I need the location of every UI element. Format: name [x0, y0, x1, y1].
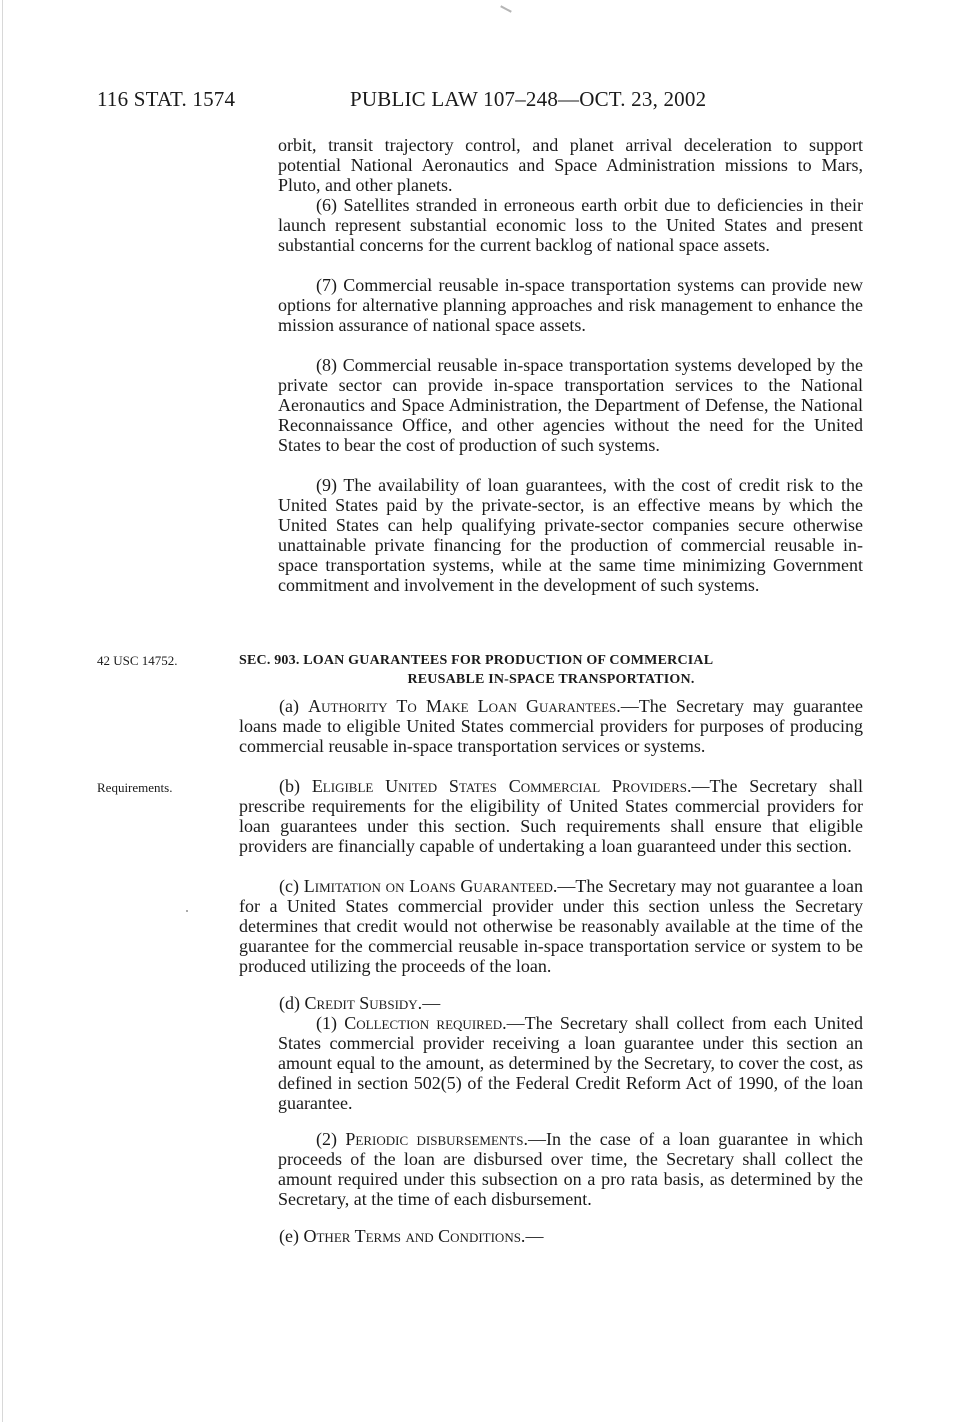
subsection-e-number: (e)	[279, 1226, 299, 1246]
paragraph-d2-text: —In the case of a loan guarantee in which proceeds of the loan are disbursed over time, the Secretary shall collect the amount required under this subsection on a pro rata basis, as determined by the Secretary, at the time of each disbursement.	[278, 1129, 864, 1209]
subsection-b-text: —The Secretary shall prescribe requirements for the eligibility of United States commercial providers for loan guarantees under this section. Such requirements shall ensure that eligible providers are financially capable of undertaking a loan guaranteed under this section.	[239, 776, 864, 856]
section-heading-line-2: REUSABLE IN-SPACE TRANSPORTATION.	[407, 672, 695, 687]
paragraph-9: (9) The availability of loan guarantees, with the cost of credit risk to the United States paid by the private-sector, is an effective means by which the United States can help qualifying private-sector companies secure otherwise unattainable private financing for the production of commercial reusable in-space transportation systems, while at the same time minimizing Government commitment and involvement in the development of such systems.	[278, 475, 863, 595]
subsection-a-heading: Authority To Make Loan Guarantees.	[308, 696, 621, 716]
paragraph-7: (7) Commercial reusable in-space transportation systems can provide new options for alternative planning approaches and risk management to enhance the mission assurance of national space assets.	[278, 275, 863, 335]
paragraph-d2	[278, 1130, 863, 1210]
paragraph-6: (6) Satellites stranded in erroneous earth orbit due to deficiencies in their launch represent substantial economic loss to the United States and present substantial concerns for the current backlog of national space assets.	[278, 195, 863, 255]
subsection-c	[239, 877, 863, 977]
subsection-b	[239, 777, 863, 857]
subsection-b-heading: Eligible United States Commercial Providers.	[311, 776, 692, 796]
paragraph-d2-heading: Periodic disbursements.	[345, 1129, 528, 1149]
paragraph-d2-number: (2)	[316, 1129, 337, 1149]
paragraph-d1-number: (1)	[316, 1013, 337, 1033]
subsection-c-heading: Limitation on Loans Guaranteed.	[303, 876, 558, 896]
section-heading	[239, 651, 863, 689]
subsection-a	[239, 697, 863, 757]
scan-speck	[500, 5, 512, 12]
paragraph-d1-heading: Collection required.	[344, 1013, 507, 1033]
subsection-d	[239, 994, 863, 1014]
subsection-d-text: —	[422, 993, 441, 1013]
subsection-a-text: —The Secretary may guarantee loans made to eligible United States commercial providers for purposes of producing commercial reusable in-space transportation services or systems.	[239, 696, 863, 756]
subsection-e-text: —	[525, 1226, 544, 1246]
margin-note-requirements: Requirements.	[97, 780, 173, 795]
subsection-a-number: (a)	[279, 696, 299, 716]
section-heading-line-1: SEC. 903. LOAN GUARANTEES FOR PRODUCTION OF COMMERCIAL	[239, 653, 714, 668]
paragraph-8: (8) Commercial reusable in-space transportation systems developed by the private sector can provide in-space transportation services to the National Aeronautics and Space Administration, the Department of Defense, the National Reconnaissance Office, and other agencies without the need for the United States to bear the cost of production of such systems.	[278, 355, 863, 455]
subsection-d-heading: Credit Subsidy.	[304, 993, 423, 1013]
subsection-e	[239, 1227, 863, 1247]
margin-note-usc: 42 USC 14752.	[97, 653, 178, 668]
subsection-b-number: (b)	[279, 776, 300, 796]
statute-page-number: 116 STAT. 1574	[97, 87, 236, 111]
subsection-d-number: (d)	[279, 993, 300, 1013]
paragraph-d1	[278, 1014, 863, 1114]
subsection-c-text: —The Secretary may not guarantee a loan for a United States commercial provider under this section unless the Secretary determines that credit would not otherwise be reasonably available at the time of the guarantee for the commercial reusable in-space transportation service or system to be produced utilizing the proceeds of the loan.	[239, 876, 863, 976]
page-edge-line	[2, 0, 3, 1422]
subsection-c-number: (c)	[279, 876, 299, 896]
paragraph-d1-text: —The Secretary shall collect from each United States commercial provider receiving a loan guarantee under this section an amount equal to the amount, as determined by the Secretary, to cover the cost, as defined in section 502(5) of the Federal Credit Reform Act of 1990, of the loan guarantee.	[278, 1013, 863, 1113]
subsection-e-heading: Other Terms and Conditions.	[303, 1226, 526, 1246]
paragraph-5-continuation: orbit, transit trajectory control, and planet arrival deceleration to support potential National Aeronautics and Space Administration missions to Mars, Pluto, and other planets.	[278, 135, 863, 195]
public-law-heading: PUBLIC LAW 107–248—OCT. 23, 2002	[350, 87, 707, 111]
scan-dot	[186, 910, 188, 912]
